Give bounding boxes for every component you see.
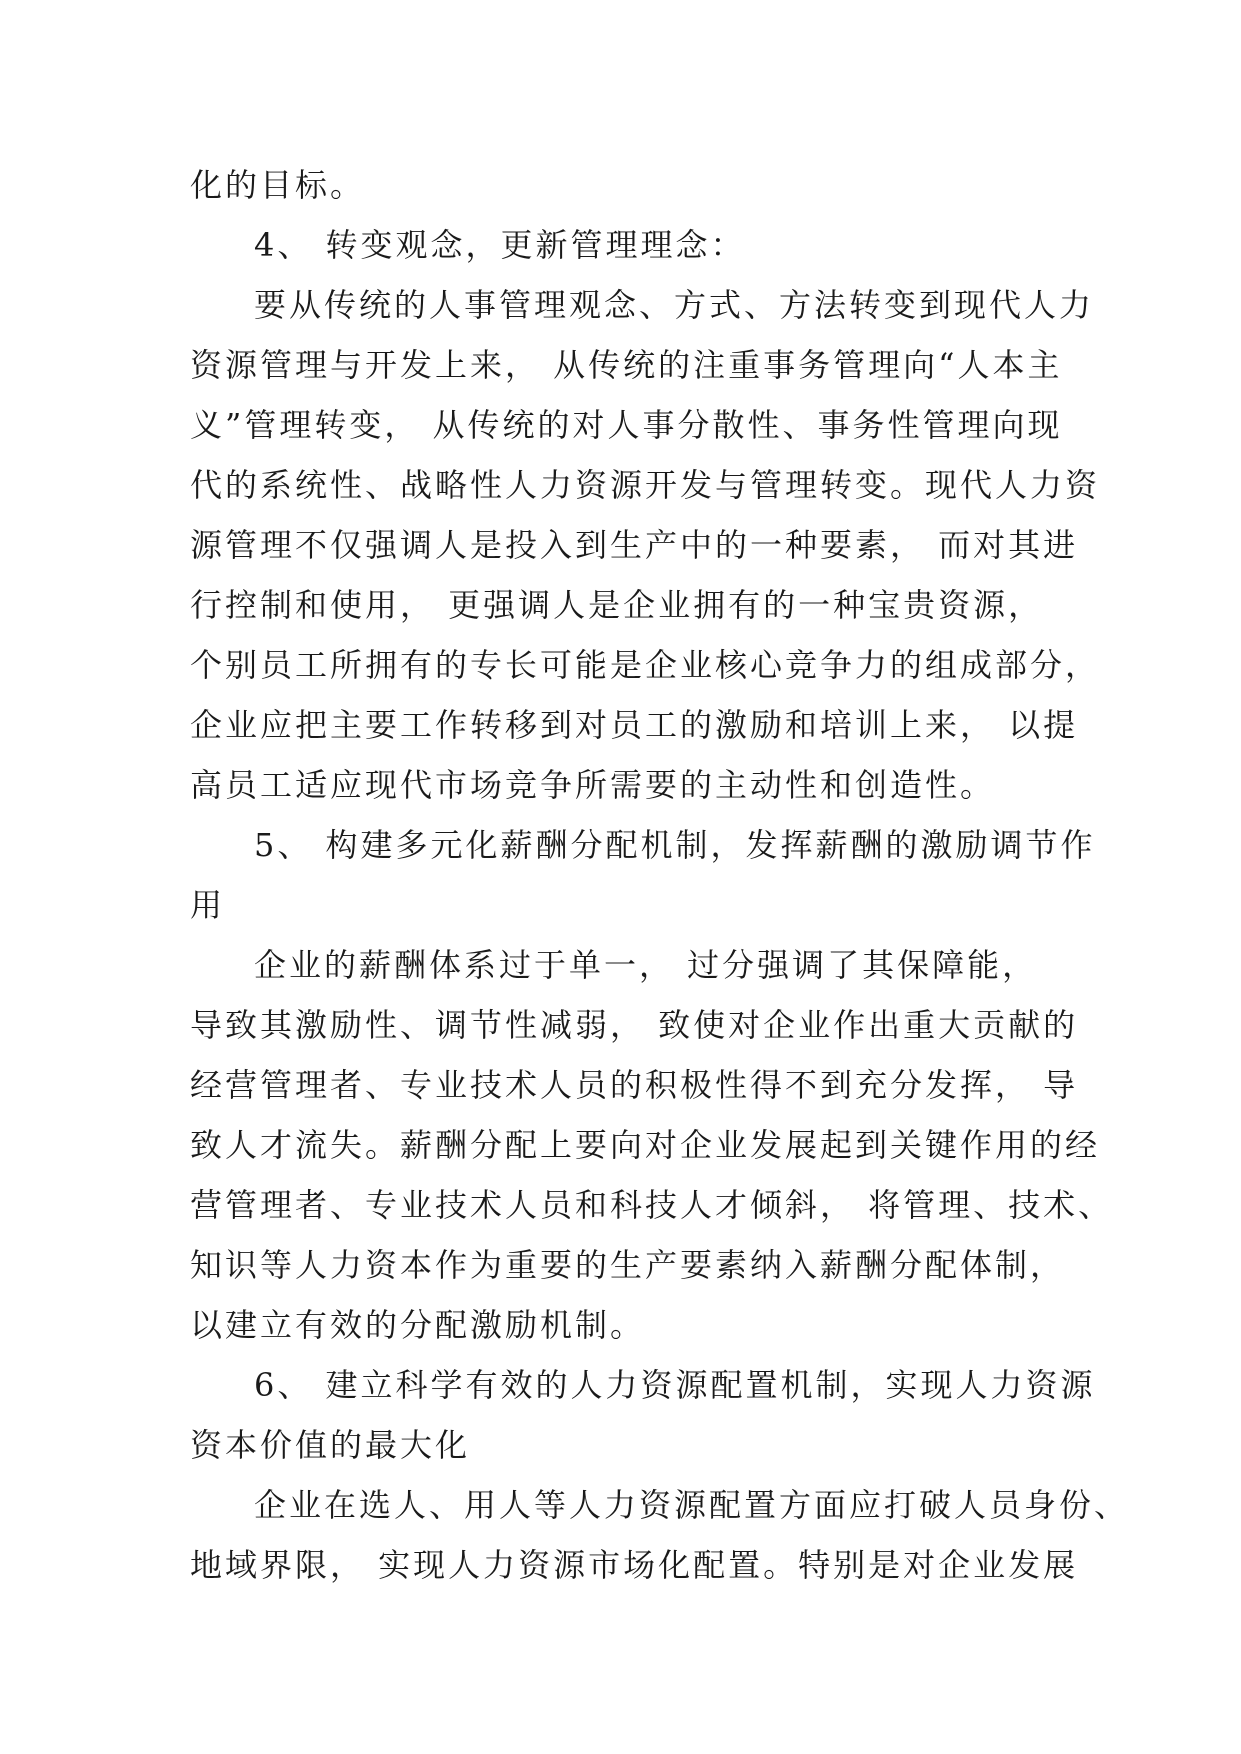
text-line: 地域界限， 实现人力资源市场化配置。特别是对企业发展 [190, 1546, 1079, 1584]
text-line: 致人才流失。薪酬分配上要向对企业发展起到关键作用的经 [190, 1126, 1101, 1164]
text-line: 高员工适应现代市场竞争所需要的主动性和创造性。 [190, 766, 996, 804]
text-line: 用 [190, 886, 226, 924]
text-line: 企业在选人、用人等人力资源配置方面应打破人员身份、 [254, 1486, 1130, 1524]
text-line: 化的目标。 [190, 166, 366, 204]
text-line: 企业应把主要工作转移到对员工的激励和培训上来， 以提 [190, 706, 1079, 744]
text-line: 要从传统的人事管理观念、方式、方法转变到现代人力 [254, 286, 1095, 324]
text-line: 义”管理转变， 从传统的对人事分散性、事务性管理向现 [190, 406, 1063, 444]
text-line: 资本价值的最大化 [190, 1426, 471, 1464]
text-line: 营管理者、专业技术人员和科技人才倾斜， 将管理、技术、 [190, 1186, 1114, 1224]
text-line: 6、 建立科学有效的人力资源配置机制，实现人力资源 [254, 1366, 1096, 1404]
text-line: 源管理不仅强调人是投入到生产中的一种要素， 而对其进 [190, 526, 1079, 564]
text-line: 企业的薪酬体系过于单一， 过分强调了其保障能， [254, 946, 1038, 984]
text-line: 行控制和使用， 更强调人是企业拥有的一种宝贵资源， [190, 586, 1044, 624]
text-line: 4、 转变观念，更新管理理念： [254, 226, 746, 264]
text-line: 导致其激励性、调节性减弱， 致使对企业作出重大贡献的 [190, 1006, 1079, 1044]
text-line: 代的系统性、战略性人力资源开发与管理转变。现代人力资 [190, 466, 1101, 504]
text-line: 资源管理与开发上来， 从传统的注重事务管理向“人本主 [190, 346, 1063, 384]
document-body [190, 155, 1130, 1595]
text-line: 知识等人力资本作为重要的生产要素纳入薪酬分配体制， [190, 1246, 1066, 1284]
text-line: 5、 构建多元化薪酬分配机制，发挥薪酬的激励调节作 [254, 826, 1096, 864]
text-line: 以建立有效的分配激励机制。 [190, 1306, 646, 1344]
text-line: 个别员工所拥有的专长可能是企业核心竞争力的组成部分， [190, 646, 1101, 684]
text-line: 经营管理者、专业技术人员的积极性得不到充分发挥， 导 [190, 1066, 1079, 1104]
